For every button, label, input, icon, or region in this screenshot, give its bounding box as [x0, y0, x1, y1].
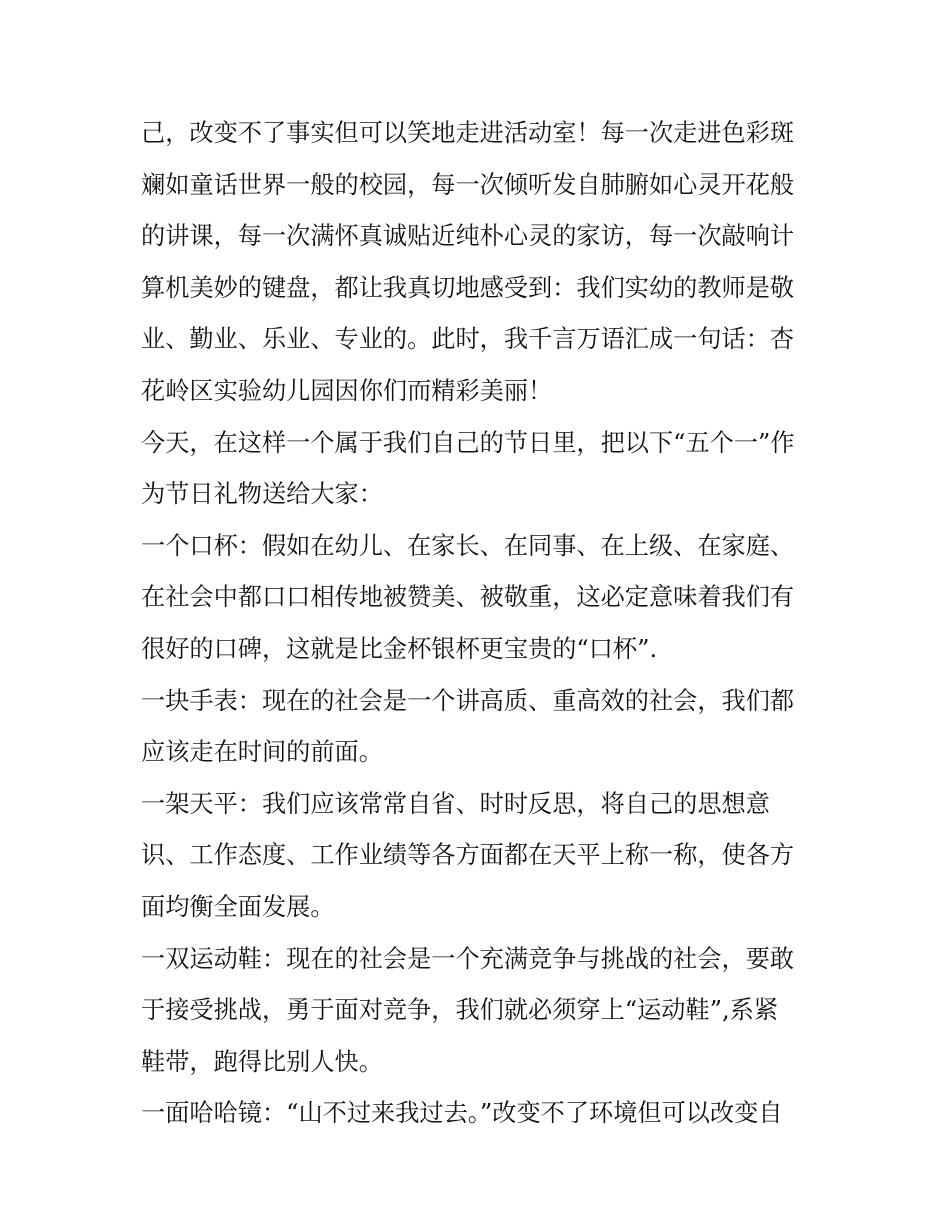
text-line: 一架天平：我们应该常常自省、时时反思，将自己的思想意: [141, 789, 770, 818]
text-line: 应该走在时间的前面。: [141, 738, 383, 767]
text-line: 鞋带，跑得比别人快。: [141, 1047, 383, 1076]
text-line: 识、工作态度、工作业绩等各方面都在天平上称一称，使各方: [141, 841, 795, 870]
text-line: 的讲课，每一次满怀真诚贴近纯朴心灵的家访，每一次敲响计: [141, 222, 795, 251]
text-line: 一面哈哈镜：“山不过来我过去。”改变不了环境但可以改变自: [141, 1099, 783, 1128]
text-line: 一个口杯：假如在幼儿、在家长、在同事、在上级、在家庭、: [141, 531, 795, 560]
text-line: 己，改变不了事实但可以笑地走进活动室！每一次走进色彩斑: [141, 119, 795, 147]
text-line: 今天，在这样一个属于我们自己的节日里，把以下“五个一”作: [141, 428, 795, 457]
text-line: 花岭区实验幼儿园因你们而精彩美丽！: [141, 376, 553, 405]
text-line: 算机美妙的键盘，都让我真切地感受到：我们实幼的教师是敬: [141, 273, 795, 302]
text-line: 业、勤业、乐业、专业的。此时，我千言万语汇成一句话：杏: [141, 325, 795, 354]
text-line: 斓如童话世界一般的校园，每一次倾听发自肺腑如心灵开花般: [141, 170, 795, 199]
body-text: [141, 108, 811, 1140]
text-line: 于接受挑战，勇于面对竞争，我们就必须穿上“运动鞋”,系紧: [141, 996, 779, 1025]
text-line: 很好的口碑，这就是比金杯银杯更宝贵的“口杯”.: [141, 634, 658, 663]
text-line: 为节日礼物送给大家：: [141, 480, 383, 509]
text-line: 在社会中都口口相传地被赞美、被敬重，这必定意味着我们有: [141, 583, 795, 612]
text-line: 一双运动鞋：现在的社会是一个充满竞争与挑战的社会，要敢: [141, 944, 795, 973]
text-line: 面均衡全面发展。: [141, 892, 335, 921]
text-line: 一块手表：现在的社会是一个讲高质、重高效的社会，我们都: [141, 686, 795, 715]
